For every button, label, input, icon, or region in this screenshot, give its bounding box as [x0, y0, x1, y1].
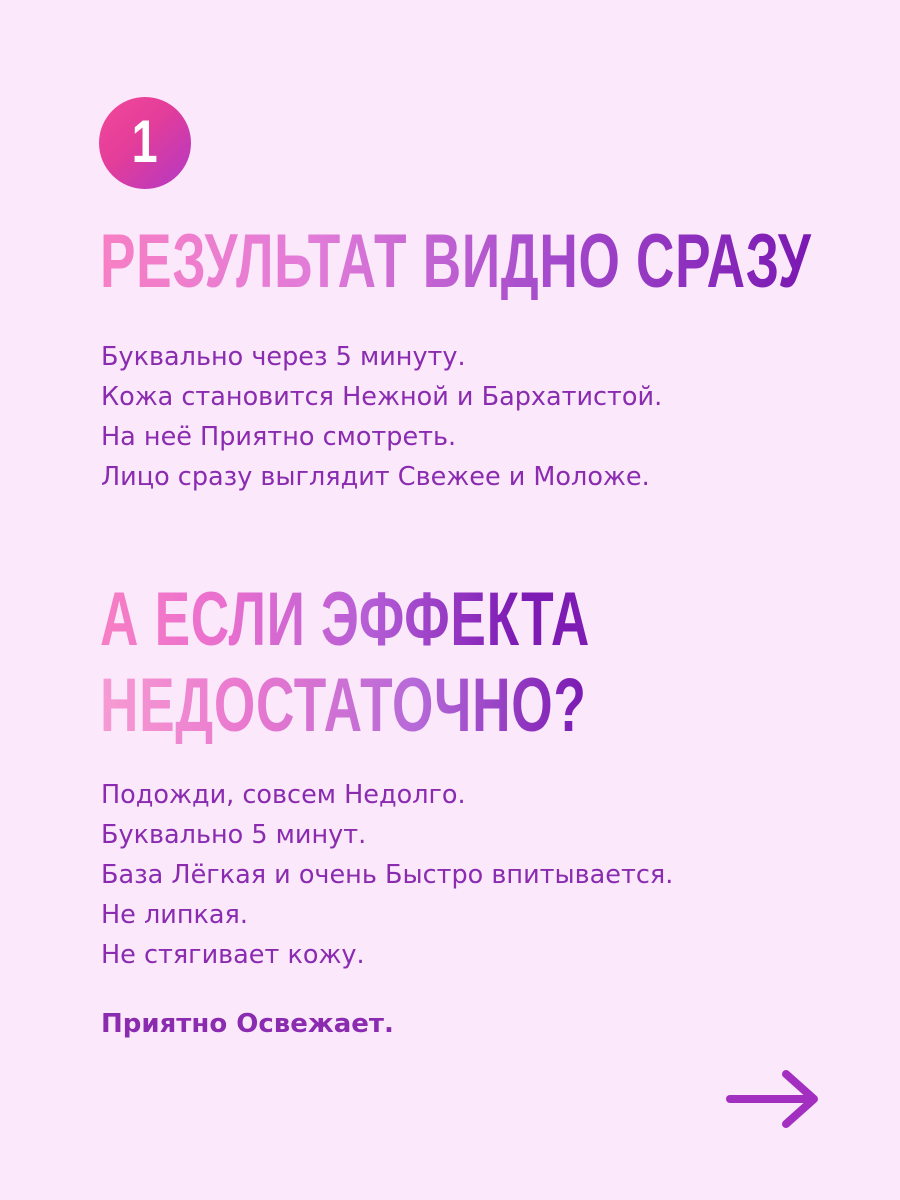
- section2-line: Не стягивает кожу.: [101, 940, 365, 970]
- arrow-right-icon: [722, 1066, 822, 1132]
- section2-heading-line1: А ЕСЛИ ЭФФЕКТА: [100, 577, 591, 662]
- section2-line: База Лёгкая и очень Быстро впитывается.: [101, 860, 674, 890]
- section2-line: Буквально 5 минут.: [101, 820, 367, 850]
- section1-line: На неё Приятно смотреть.: [101, 422, 457, 452]
- section1-heading: РЕЗУЛЬТАТ ВИДНО СРАЗУ: [100, 219, 812, 304]
- section2-paragraph: [101, 775, 673, 975]
- section1-line: Кожа становится Нежной и Бархатистой.: [101, 382, 663, 412]
- step-number-badge: [99, 97, 191, 189]
- section1-paragraph: [101, 337, 662, 497]
- section1-line: Буквально через 5 минуту.: [101, 342, 466, 372]
- next-slide-button[interactable]: [722, 1066, 822, 1132]
- section2-line: Не липкая.: [101, 900, 248, 930]
- section2-heading-line2: НЕДОСТАТОЧНО?: [100, 663, 587, 748]
- step-number: 1: [131, 108, 159, 175]
- section1-line: Лицо сразу выглядит Свежее и Моложе.: [101, 462, 650, 492]
- section2-line: Подожди, совсем Недолго.: [101, 780, 466, 810]
- section2-emphasis: Приятно Освежает.: [101, 1009, 394, 1039]
